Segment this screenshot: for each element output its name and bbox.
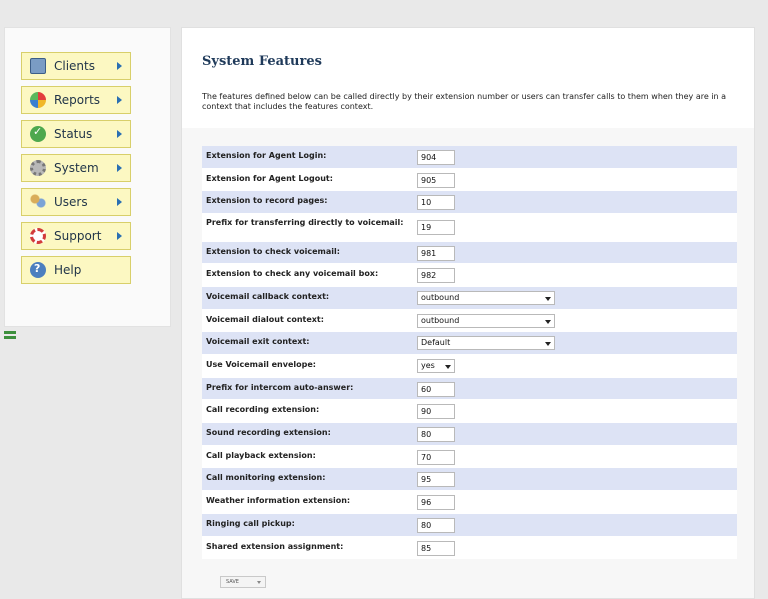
- dropdown-arrow-icon: [545, 297, 551, 301]
- dropdown-arrow-icon: [545, 320, 551, 324]
- feature-row: [202, 191, 737, 214]
- dropdown-arrow-icon: [545, 342, 551, 346]
- agent-login-extension-input[interactable]: [417, 150, 455, 165]
- feature-row: [202, 537, 737, 560]
- feature-label: Extension to check any voicemail box:: [206, 269, 379, 279]
- feature-row: [202, 169, 737, 192]
- feature-label: Weather information extension:: [206, 496, 351, 506]
- sidebar-item-label: Help: [54, 263, 82, 277]
- feature-label: Sound recording extension:: [206, 428, 331, 438]
- select-value: Default: [421, 338, 451, 348]
- agent-logout-extension-input[interactable]: [417, 173, 455, 188]
- select-value: outbound: [421, 315, 460, 325]
- feature-label: Shared extension assignment:: [206, 541, 344, 551]
- page-title: System Features: [202, 54, 322, 69]
- feature-row: [202, 423, 737, 446]
- sidebar-item-label: Users: [54, 195, 88, 209]
- sidebar-item-users[interactable]: [21, 188, 131, 216]
- clients-icon: [30, 58, 46, 74]
- feature-row: [202, 400, 737, 423]
- system-icon: [30, 160, 46, 176]
- feature-row: [202, 214, 737, 242]
- shared-extension-assignment-input[interactable]: [417, 541, 455, 556]
- feature-row: [202, 310, 737, 333]
- sidebar-item-label: Clients: [54, 59, 95, 73]
- users-icon: [30, 194, 46, 210]
- feature-row: [202, 491, 737, 514]
- chevron-right-icon: [117, 198, 122, 206]
- main-panel: [181, 27, 755, 599]
- chevron-right-icon: [117, 62, 122, 70]
- sound-recording-extension-input[interactable]: [417, 427, 455, 442]
- feature-label: Call monitoring extension:: [206, 473, 326, 483]
- feature-row: [202, 332, 737, 355]
- sidebar-item-label: Support: [54, 229, 102, 243]
- feature-label: Call recording extension:: [206, 405, 320, 415]
- feature-label: Voicemail dialout context:: [206, 314, 324, 324]
- collapse-sidebar-icon[interactable]: [4, 330, 16, 340]
- check-voicemail-extension-input[interactable]: [417, 246, 455, 261]
- check-any-voicemail-extension-input[interactable]: [417, 268, 455, 283]
- feature-label: Call playback extension:: [206, 450, 316, 460]
- feature-label: Ringing call pickup:: [206, 518, 295, 528]
- chevron-right-icon: [117, 164, 122, 172]
- feature-label: Voicemail exit context:: [206, 337, 310, 347]
- status-icon: [30, 126, 46, 142]
- feature-row: [202, 287, 737, 310]
- sidebar-item-clients[interactable]: [21, 52, 131, 80]
- sidebar-item-label: System: [54, 161, 99, 175]
- feature-row: [202, 468, 737, 491]
- sidebar: [4, 27, 171, 327]
- support-icon: [30, 228, 46, 244]
- sidebar-item-label: Status: [54, 127, 93, 141]
- reports-icon: [30, 92, 46, 108]
- voicemail-transfer-prefix-input[interactable]: [417, 220, 455, 235]
- select-value: yes: [421, 361, 435, 370]
- feature-label: Extension to record pages:: [206, 196, 328, 206]
- voicemail-callback-context-select[interactable]: [417, 291, 555, 305]
- sidebar-item-status[interactable]: [21, 120, 131, 148]
- feature-row: [202, 242, 737, 265]
- dropdown-arrow-icon: [257, 581, 261, 584]
- chevron-right-icon: [117, 232, 122, 240]
- call-recording-extension-input[interactable]: [417, 404, 455, 419]
- sidebar-item-support[interactable]: [21, 222, 131, 250]
- page-header: [182, 28, 754, 128]
- feature-row: [202, 514, 737, 537]
- features-form: [202, 146, 737, 559]
- select-value: outbound: [421, 292, 460, 302]
- help-icon: [30, 262, 46, 278]
- voicemail-envelope-select[interactable]: [417, 359, 455, 373]
- feature-label: Extension for Agent Logout:: [206, 173, 333, 183]
- page-description: The features defined below can be called directly by their extension number or users can transfer calls to them when they are in a context that includes the features context.: [202, 92, 727, 111]
- ringing-call-pickup-input[interactable]: [417, 518, 455, 533]
- save-button-label: SAVE: [226, 579, 239, 585]
- sidebar-item-system[interactable]: [21, 154, 131, 182]
- feature-row: [202, 378, 737, 401]
- feature-label: Voicemail callback context:: [206, 291, 330, 301]
- feature-row: [202, 264, 737, 287]
- intercom-prefix-input[interactable]: [417, 382, 455, 397]
- feature-label: Prefix for transferring directly to voicemail:: [206, 218, 404, 228]
- sidebar-item-reports[interactable]: [21, 86, 131, 114]
- feature-label: Extension to check voicemail:: [206, 246, 340, 256]
- record-pages-extension-input[interactable]: [417, 195, 455, 210]
- feature-label: Extension for Agent Login:: [206, 151, 327, 160]
- call-monitoring-extension-input[interactable]: [417, 472, 455, 487]
- weather-information-extension-input[interactable]: [417, 495, 455, 510]
- chevron-right-icon: [117, 130, 122, 138]
- sidebar-item-help[interactable]: [21, 256, 131, 284]
- voicemail-exit-context-select[interactable]: [417, 336, 555, 350]
- sidebar-item-label: Reports: [54, 93, 101, 107]
- feature-row: [202, 355, 737, 378]
- feature-row: [202, 446, 737, 469]
- feature-label: Use Voicemail envelope:: [206, 360, 316, 369]
- chevron-right-icon: [117, 96, 122, 104]
- feature-row: [202, 146, 737, 169]
- call-playback-extension-input[interactable]: [417, 450, 455, 465]
- voicemail-dialout-context-select[interactable]: [417, 314, 555, 328]
- save-button[interactable]: [220, 576, 266, 588]
- feature-label: Prefix for intercom auto-answer:: [206, 382, 354, 392]
- dropdown-arrow-icon: [445, 365, 451, 369]
